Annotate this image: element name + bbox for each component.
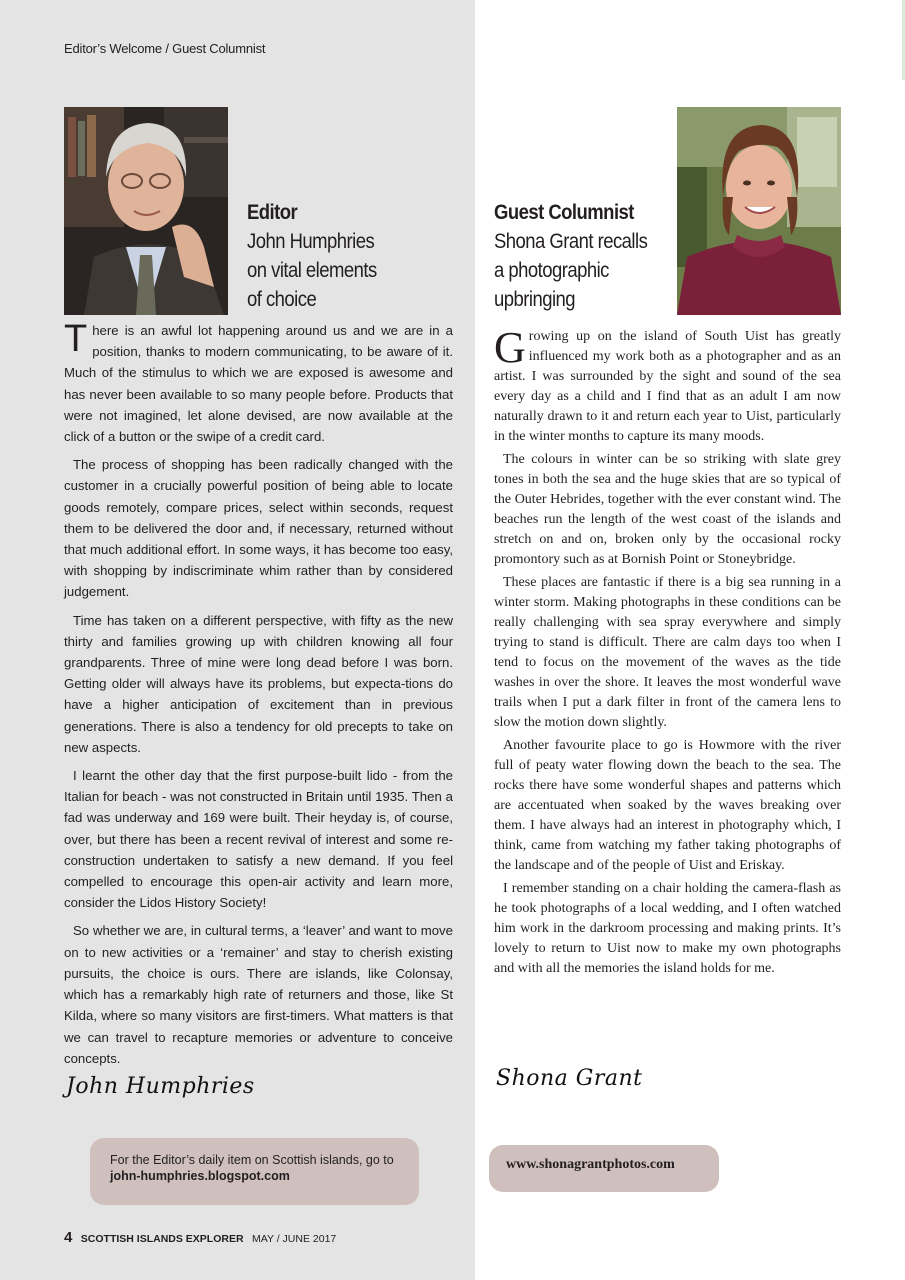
guest-role: Guest Columnist [494,201,634,224]
editor-blog-link[interactable]: john-humphries.blogspot.com [110,1169,290,1183]
editor-title-line: John Humphries [247,230,375,253]
guest-title-line: Shona Grant recalls [494,230,648,253]
guest-signature: Shona Grant [496,1066,643,1091]
guest-paragraph: The colours in winter can be so striking with slate grey tones in both the sea and the huge skies that are so typical of the Outer Hebrides, together with the ever constant wind. The beaches run the length of the west coast of the islands and stretch on and on, broken only by the occasional rocky promontory such as at Bornish Point or Stoneybridge. [494,452,841,567]
editor-article-body [64,320,453,1076]
guest-heading [494,198,670,314]
editor-paragraph: Time has taken on a different perspective, with fifty as the new thirty and families growing up with children knowing all four grandparents. Three of mine were long dead before I was born. Getting older will always have its problems, but expecta-tions do have a higher anticipation of excitement than in previous generations. There is also a tendency for old precepts to take on new aspects. [64,612,453,755]
editor-title-line: on vital elements [247,259,377,282]
editor-blog-note [90,1138,419,1205]
guest-dropcap: G [494,323,526,372]
guest-title-line: upbringing [494,288,576,311]
guest-paragraph: Another favourite place to go is Howmore with the river full of peaty water flowing down the beach to the sea. The rocks there have some wonderful shapes and patterns which are accentuated when soaked by the waves breaking over them. I have always had an interest in photography which, I think, came from watching my father taking photographs of the landscape and of the people of Uist and Eriskay. [494,738,841,873]
editor-blog-note-line: For the Editor’s daily item on Scottish islands, go to [110,1153,394,1167]
guest-first-paragraph-text: rowing up on the island of South Uist has greatly influenced my work both as a photographer and as an artist. I was surrounded by the sight and sound of the sea every day as a child and I find that as an adult I am now naturally drawn to it and return each year to Uist, particularly in the winter months to capture its many moods. [494,329,841,444]
editor-paragraph [64,320,453,447]
editor-role: Editor [247,201,298,224]
guest-title-line: a photographic [494,259,609,282]
guest-website-link[interactable]: www.shonagrantphotos.com [506,1157,675,1172]
section-label: Editor’s Welcome / Guest Columnist [64,41,266,56]
guest-portrait [677,107,841,315]
guest-paragraph: These places are fantastic if there is a big sea running in a winter storm. Making photographs in these conditions can be really challenging with sea spray everywhere and simply trying to stand is difficult. There are calm days too when I tend to focus on the movement of the waves as the tide washes in over the shore. It leaves the most wonderful wave trails when I put a dark filter in front of the camera lens to slow the motion down slightly. [494,575,841,730]
guest-website-box [489,1145,719,1192]
magazine-name: SCOTTISH ISLANDS EXPLORER [80,1233,244,1245]
editor-title-line: of choice [247,288,317,311]
editor-paragraph: So whether we are, in cultural terms, a ‘leaver’ and want to move on to new activities or a ‘remainer’ and stay to cherish existing pursuits, the choice is ours. There are islands, like Colonsay, which has a remarkably high rate of returners and those, like St Kilda, where so many visitors are first-timers. What matters is that we can travel to recapture memories or adventure to conceive concepts. [64,923,453,1066]
editor-blog-note-text [110,1152,394,1184]
editor-portrait [64,107,228,315]
page-number: 4 [64,1229,73,1246]
guest-article-body [494,323,841,982]
page-footer [64,1229,336,1247]
editor-dropcap: T [64,318,88,360]
guest-paragraph [494,323,841,447]
editor-signature: John Humphries [66,1074,255,1099]
editor-paragraph: I learnt the other day that the first purpose-built lido - from the Italian for beach - was not constructed in Britain until 1935. Then a fad was underway and 169 were built. Their heyday is, of course, over, but there has been a recent revival of interest and some re-construction undertaken to satisfy a new demand. If you feel compelled to encourage this open-air activity and learn more, consider the Lidos History Society! [64,768,453,911]
issue-date: MAY / JUNE 2017 [252,1233,337,1245]
editor-heading [247,198,423,314]
guest-paragraph: I remember standing on a chair holding the camera-flash as he took photographs of a local wedding, and I often watched him work in the darkroom processing and making prints. It’s lovely to return to Uist now to make my own photographs and with all the memories the island holds for me. [494,881,841,976]
editor-first-paragraph-text: here is an awful lot happening around us and we are in a position, thanks to modern communicating, to be aware of it. Much of the stimulus to which we are exposed is awesome and has never been available to so many people before. Products that were not imagined, let alone devised, are now available at the click of a button or the swipe of a credit card. [64,323,453,445]
editor-paragraph: The process of shopping has been radically changed with the customer in a crucially powerful position of being able to locate goods remotely, compare prices, select within seconds, request them to be delivered the door and, if necessary, returned without that much additional effort. In some ways, it has become too easy, with shopping by indiscriminate whim rather than by considered judgement. [64,457,453,600]
